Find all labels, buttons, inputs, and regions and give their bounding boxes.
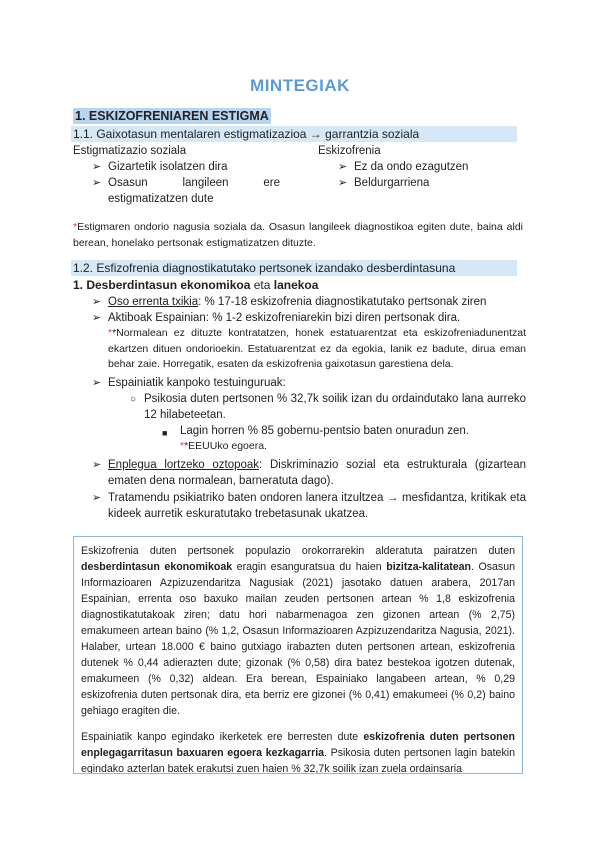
right-column-title: Eskizofrenia [318, 145, 381, 157]
bullet-outside-spain: Espainiatik kanpoko testuinguruak: [108, 377, 286, 389]
arrow-bullet-icon: ➢ [92, 296, 102, 308]
note-text: Estigmaren ondorio nagusia soziala da. Osasun langileek diagnostikoa egiten dute, baina aldi berean, honelako pertsonak estigmatizatzen dituzte. [73, 221, 523, 249]
note-asterisk: * [73, 221, 78, 233]
bullet-employment-obstacles [108, 457, 526, 489]
bullet-label: Enplegua lortzeko oztopoak [108, 459, 260, 471]
left-item: Gizartetik isolatzen dira [108, 161, 228, 173]
arrow-bullet-icon: ➢ [92, 177, 102, 189]
arrow-bullet-icon: ➢ [92, 312, 102, 324]
quote-box [73, 536, 523, 774]
right-item: Beldurgarriena [354, 177, 430, 189]
bullet-active: Aktiboak Espainian: % 1-2 eskizofreniarekin bizi diren pertsonak dira. [108, 312, 461, 324]
left-column-title: Estigmatizazio soziala [73, 145, 187, 157]
subsection-heading-1-2: 1.2. Esfizofrenia diagnostikatutako pertsonek izandako desberdintasuna [71, 260, 517, 276]
arrow-bullet-icon: ➢ [338, 177, 348, 189]
left-item: Osasun langileen ere estigmatizatzen dute [108, 177, 280, 205]
square-bullet-icon: ■ [162, 428, 168, 438]
point-1-heading [73, 277, 318, 293]
sub-bullet-psychosis: Psikosia duten pertsonen % 32,7k soilik izan du ordaindutako lana aurreko 12 hilabeteetan. [144, 393, 526, 421]
right-item: Ez da ondo ezagutzen [354, 161, 469, 173]
page-title: MINTEGIAK [250, 76, 350, 95]
bullet-text: : % 17-18 eskizofrenia diagnostikatutako pertsonak ziren [198, 296, 487, 308]
box-paragraph-1: Eskizofrenia duten pertsonek populazio orokorrarekin alderatuta pairatzen duten desberdintasun ekonomikoak eragin esanguratsua du haien bizitza-kalitatean. Osasun Informazioaren Azpizuzendaritza Nagusiak (2021) jasotako datuen arabera, 2017an Espainian, errenta oso baxuko mailan zeuden pertsonen artean % 1,8 eskizofrenia diagnostikatutakoak ziren; datu hori nabarmenagoa zen gizonen artean (% 2,75) emakumeen artean baino (% 1,2, Osasun Informazioaren Azpizuzendaritza Nagusia, 2021). Halaber, urtean 18.000 € baino gutxiago irabazten duten pertsonen artean, eskizofrenia dutenek % 0,44 adierazten dute; gizonak (% 0,58) dira batez bestekoa igotzen dutenak, emakumeen (% 0,32) aldean. Era berean, Espainiako langabeen artean, % 0,29 eskizofrenia duten pertsonak dira, eta berriz ere gizonei (% 0,41) emakumeei (% 0,2) baino gehiago eragiten die. [81, 545, 515, 717]
circle-bullet-icon: ○ [130, 394, 137, 405]
subsection-heading-1-1: 1.1. Gaixotasun mentalaren estigmatizazioa → garrantzia soziala [71, 126, 517, 142]
arrow-bullet-icon: ➢ [92, 377, 102, 389]
section-heading: 1. ESKIZOFRENIAREN ESTIGMA [75, 109, 269, 123]
box-paragraph-2: Espainiatik kanpo egindako ikerketek ere berresten dute eskizofrenia duten pertsonen enplegagarritasun baxuaren egoera kezkagarria. Psikosia duten pertsonen lagin batekin egindako azterlan batek erakutsi zuen haien % 32,7k soilik izan zuela ordainsaria [81, 731, 515, 774]
point-1-mid: eta [250, 278, 274, 292]
arrow-bullet-icon: ➢ [92, 492, 102, 504]
arrow-bullet-icon: ➢ [338, 161, 348, 173]
stigma-note [73, 219, 523, 251]
bullet-label: Oso errenta txikia [108, 296, 199, 308]
bullet-text: : Diskriminazio sozial eta estrukturala (gizartean ematen dena normalean, barneratuta dago). [108, 459, 526, 487]
usa-note: **EEUUko egoera. [180, 440, 267, 452]
sub-sub-bullet-pension: Lagin horren % 85 gobernu-pentsio baten onuradun zen. [180, 425, 469, 437]
point-1-bold2: lanekoa [273, 278, 319, 292]
bullet-return-to-work: Tratamendu psikiatriko baten ondoren lanera itzultzea → mesfidantza, kritikak eta kideek aurretik eskuratutako trebetasunak ukatzea. [108, 492, 526, 520]
arrow-bullet-icon: ➢ [92, 161, 102, 173]
point-1-number: 1. [73, 278, 87, 292]
arrow-bullet-icon: ➢ [92, 459, 102, 471]
bullet-active-note: **Normalean ez dituzte kontratatzen, honek estatuarentzat eta eskizofreniadunentzat ekartzen dituen ondorioekin. Estatuarentzat ez da egokia, lanik ez badute, dirua eman behar zaie. Horregatik, esaten da eskizofrenia gaixotasun garestiena dela. [108, 327, 526, 370]
bullet-low-income [108, 294, 526, 310]
point-1-bold: Desberdintasun ekonomikoa [86, 278, 251, 292]
